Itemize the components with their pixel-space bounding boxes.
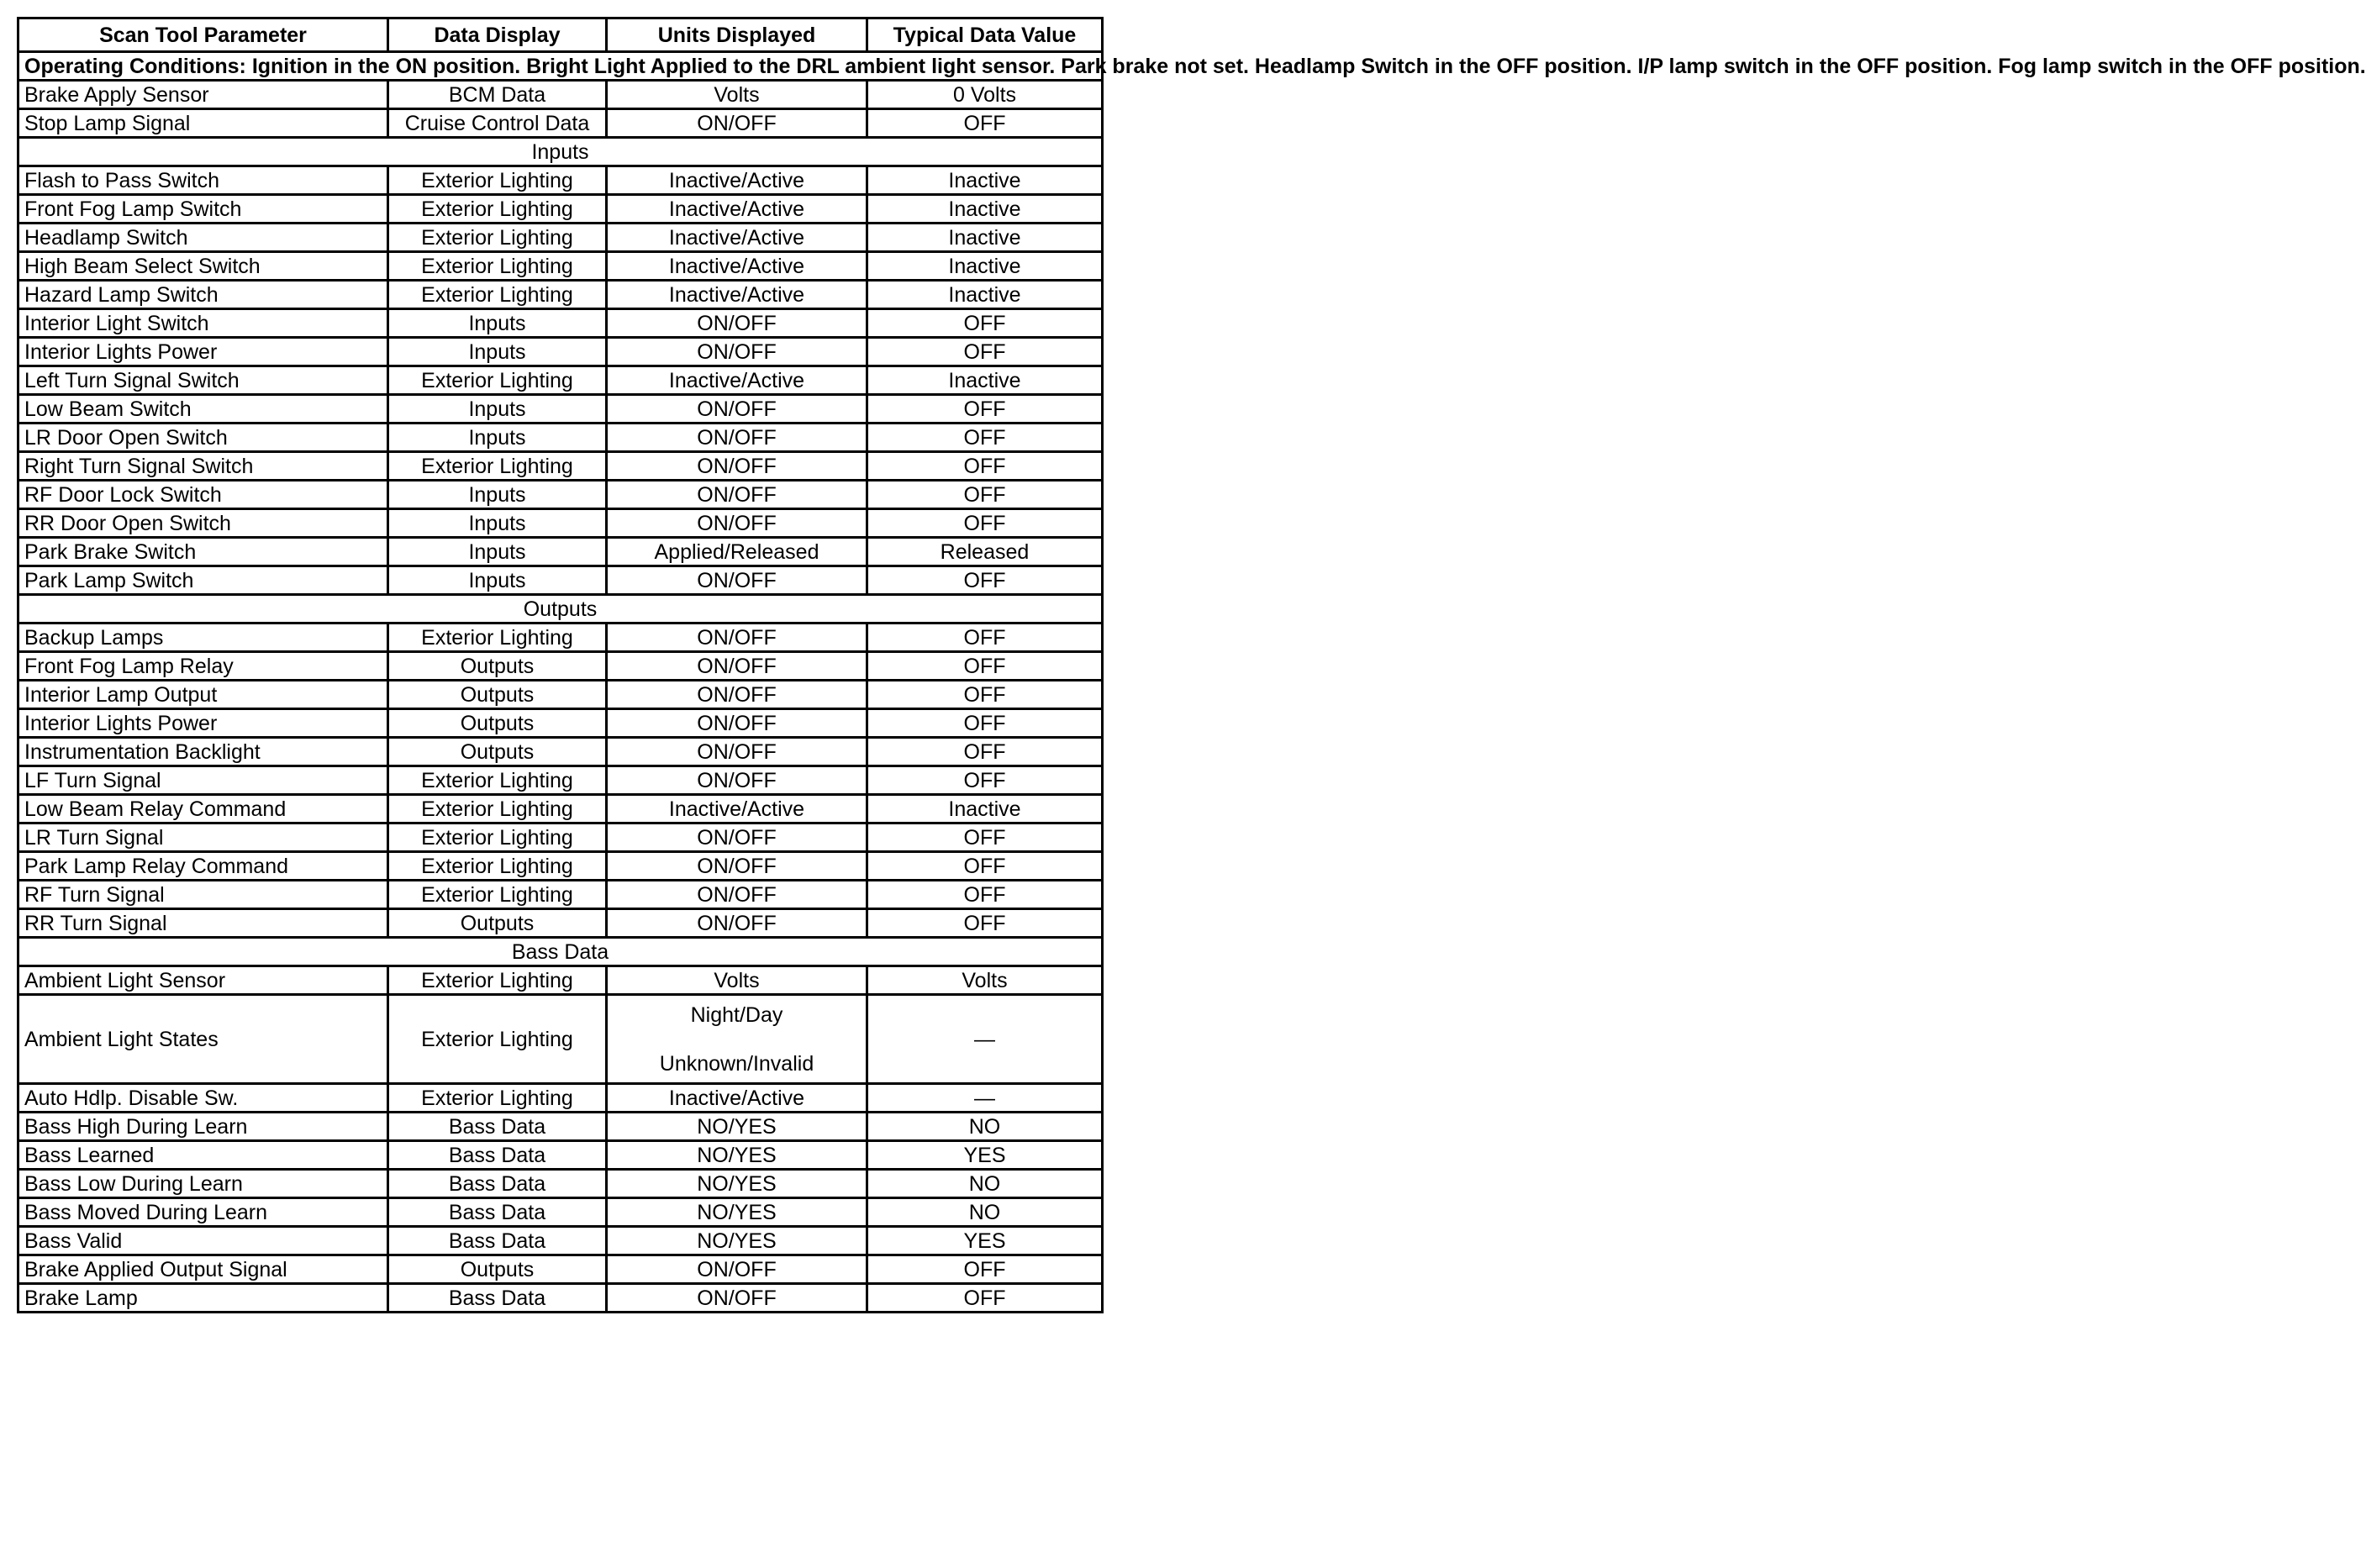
units-cell: Applied/Released — [607, 538, 867, 566]
header-row — [18, 18, 1103, 52]
parameter-cell: Hazard Lamp Switch — [18, 281, 388, 309]
data-display-cell: Inputs — [388, 481, 607, 509]
table-row — [18, 338, 1103, 366]
units-cell: ON/OFF — [607, 395, 867, 424]
parameter-cell: Headlamp Switch — [18, 224, 388, 252]
units-cell: Inactive/Active — [607, 281, 867, 309]
typical-value-cell: Inactive — [867, 166, 1103, 195]
parameter-cell: Brake Apply Sensor — [18, 81, 388, 109]
table-row — [18, 281, 1103, 309]
parameter-cell: Interior Lights Power — [18, 338, 388, 366]
typical-value-cell: Inactive — [867, 195, 1103, 224]
units-cell: NO/YES — [607, 1113, 867, 1141]
typical-value-cell: OFF — [867, 1255, 1103, 1284]
data-display-cell: Exterior Lighting — [388, 766, 607, 795]
units-cell: Inactive/Active — [607, 252, 867, 281]
parameter-cell: RR Turn Signal — [18, 909, 388, 938]
parameter-cell: Brake Lamp — [18, 1284, 388, 1313]
parameter-cell: Low Beam Switch — [18, 395, 388, 424]
table-row — [18, 709, 1103, 738]
units-cell: Volts — [607, 966, 867, 995]
table-row — [18, 481, 1103, 509]
section-row-outputs — [18, 595, 1103, 624]
typical-value-cell: Released — [867, 538, 1103, 566]
units-cell: Volts — [607, 81, 867, 109]
table-row — [18, 1084, 1103, 1113]
units-cell: ON/OFF — [607, 624, 867, 652]
table-row — [18, 252, 1103, 281]
typical-value-cell: OFF — [867, 109, 1103, 138]
parameter-cell: Right Turn Signal Switch — [18, 452, 388, 481]
units-cell: NO/YES — [607, 1198, 867, 1227]
data-display-cell: Bass Data — [388, 1227, 607, 1255]
data-display-cell: Outputs — [388, 738, 607, 766]
table-row — [18, 624, 1103, 652]
section-row-bass-data — [18, 938, 1103, 966]
typical-value-cell: OFF — [867, 1284, 1103, 1313]
units-cell: ON/OFF — [607, 452, 867, 481]
table-row — [18, 309, 1103, 338]
units-cell: ON/OFF — [607, 481, 867, 509]
typical-value-cell: Volts — [867, 966, 1103, 995]
table-row — [18, 995, 1103, 1084]
units-cell: ON/OFF — [607, 109, 867, 138]
table-row — [18, 109, 1103, 138]
parameter-cell: Park Lamp Switch — [18, 566, 388, 595]
data-display-cell: Exterior Lighting — [388, 195, 607, 224]
parameter-cell: Park Lamp Relay Command — [18, 852, 388, 881]
header-data-display: Data Display — [388, 18, 607, 52]
parameter-cell: LR Turn Signal — [18, 823, 388, 852]
units-cell: ON/OFF — [607, 709, 867, 738]
table-row — [18, 823, 1103, 852]
units-cell — [607, 995, 867, 1084]
parameter-cell: Front Fog Lamp Relay — [18, 652, 388, 681]
units-cell: NO/YES — [607, 1141, 867, 1170]
units-cell: Inactive/Active — [607, 1084, 867, 1113]
typical-value-cell: NO — [867, 1170, 1103, 1198]
typical-value-cell: OFF — [867, 909, 1103, 938]
typical-value-cell: — — [867, 1084, 1103, 1113]
table-row — [18, 1284, 1103, 1313]
table-row — [18, 852, 1103, 881]
operating-conditions-row — [18, 52, 1103, 81]
parameter-cell: Bass Valid — [18, 1227, 388, 1255]
table-row — [18, 1113, 1103, 1141]
typical-value-cell: NO — [867, 1198, 1103, 1227]
data-display-cell: Exterior Lighting — [388, 252, 607, 281]
typical-value-cell: OFF — [867, 823, 1103, 852]
data-display-cell: Cruise Control Data — [388, 109, 607, 138]
data-display-cell: Exterior Lighting — [388, 624, 607, 652]
units-cell: Inactive/Active — [607, 795, 867, 823]
data-display-cell: Inputs — [388, 424, 607, 452]
units-cell: Inactive/Active — [607, 224, 867, 252]
data-display-cell: Exterior Lighting — [388, 995, 607, 1084]
table-row — [18, 766, 1103, 795]
typical-value-cell: OFF — [867, 709, 1103, 738]
header-units-displayed: Units Displayed — [607, 18, 867, 52]
units-cell: ON/OFF — [607, 424, 867, 452]
table-row — [18, 652, 1103, 681]
typical-value-cell: OFF — [867, 566, 1103, 595]
data-display-cell: Bass Data — [388, 1170, 607, 1198]
section-title-outputs: Outputs — [18, 595, 1103, 624]
data-display-cell: BCM Data — [388, 81, 607, 109]
typical-value-cell: Inactive — [867, 366, 1103, 395]
units-cell: ON/OFF — [607, 766, 867, 795]
data-display-cell: Inputs — [388, 395, 607, 424]
typical-value-cell: OFF — [867, 681, 1103, 709]
units-cell: ON/OFF — [607, 309, 867, 338]
parameter-cell: Interior Lamp Output — [18, 681, 388, 709]
table-row — [18, 452, 1103, 481]
typical-value-cell: OFF — [867, 766, 1103, 795]
units-cell: ON/OFF — [607, 823, 867, 852]
typical-value-cell: Inactive — [867, 224, 1103, 252]
table-row — [18, 566, 1103, 595]
parameter-cell: RF Door Lock Switch — [18, 481, 388, 509]
parameter-cell: Low Beam Relay Command — [18, 795, 388, 823]
data-display-cell: Bass Data — [388, 1141, 607, 1170]
parameter-cell: Left Turn Signal Switch — [18, 366, 388, 395]
table-row — [18, 538, 1103, 566]
data-display-cell: Bass Data — [388, 1113, 607, 1141]
typical-value-cell: OFF — [867, 309, 1103, 338]
header-typical-data-value: Typical Data Value — [867, 18, 1103, 52]
data-display-cell: Exterior Lighting — [388, 823, 607, 852]
data-display-cell: Exterior Lighting — [388, 452, 607, 481]
parameter-cell: Instrumentation Backlight — [18, 738, 388, 766]
data-display-cell: Exterior Lighting — [388, 366, 607, 395]
data-display-cell: Exterior Lighting — [388, 224, 607, 252]
units-cell: ON/OFF — [607, 1284, 867, 1313]
parameter-cell: Front Fog Lamp Switch — [18, 195, 388, 224]
data-display-cell: Exterior Lighting — [388, 281, 607, 309]
parameter-cell: RF Turn Signal — [18, 881, 388, 909]
table-row — [18, 909, 1103, 938]
units-cell: ON/OFF — [607, 338, 867, 366]
typical-value-cell: OFF — [867, 624, 1103, 652]
parameter-cell: Brake Applied Output Signal — [18, 1255, 388, 1284]
typical-value-cell: YES — [867, 1227, 1103, 1255]
typical-value-cell: OFF — [867, 652, 1103, 681]
typical-value-cell: — — [867, 995, 1103, 1084]
units-cell: NO/YES — [607, 1170, 867, 1198]
units-cell: NO/YES — [607, 1227, 867, 1255]
data-display-cell: Exterior Lighting — [388, 166, 607, 195]
parameter-cell: Bass High During Learn — [18, 1113, 388, 1141]
typical-value-cell: NO — [867, 1113, 1103, 1141]
typical-value-cell: OFF — [867, 481, 1103, 509]
typical-value-cell: OFF — [867, 424, 1103, 452]
table-row — [18, 1198, 1103, 1227]
table-row — [18, 1255, 1103, 1284]
typical-value-cell: Inactive — [867, 252, 1103, 281]
units-cell: ON/OFF — [607, 1255, 867, 1284]
typical-value-cell: OFF — [867, 452, 1103, 481]
typical-value-cell: Inactive — [867, 281, 1103, 309]
units-cell: ON/OFF — [607, 509, 867, 538]
data-display-cell: Outputs — [388, 1255, 607, 1284]
typical-value-cell: OFF — [867, 395, 1103, 424]
header-scan-tool-parameter: Scan Tool Parameter — [18, 18, 388, 52]
parameter-cell: LF Turn Signal — [18, 766, 388, 795]
table-row — [18, 424, 1103, 452]
data-display-cell: Inputs — [388, 338, 607, 366]
typical-value-cell: OFF — [867, 881, 1103, 909]
parameter-cell: Park Brake Switch — [18, 538, 388, 566]
parameter-cell: Backup Lamps — [18, 624, 388, 652]
data-display-cell: Inputs — [388, 538, 607, 566]
data-display-cell: Exterior Lighting — [388, 881, 607, 909]
parameter-cell: Ambient Light States — [18, 995, 388, 1084]
data-display-cell: Outputs — [388, 909, 607, 938]
table-row — [18, 395, 1103, 424]
units-cell: ON/OFF — [607, 652, 867, 681]
typical-value-cell: OFF — [867, 852, 1103, 881]
units-cell: ON/OFF — [607, 852, 867, 881]
scan-tool-data-table — [17, 17, 2366, 1313]
typical-value-cell: Inactive — [867, 795, 1103, 823]
section-title-inputs: Inputs — [18, 138, 1103, 166]
section-title-bass-data: Bass Data — [18, 938, 1103, 966]
table-row — [18, 1141, 1103, 1170]
parameter-cell: Interior Lights Power — [18, 709, 388, 738]
table-row — [18, 966, 1103, 995]
table-row — [18, 795, 1103, 823]
units-cell: ON/OFF — [607, 881, 867, 909]
data-display-cell: Outputs — [388, 709, 607, 738]
data-display-cell: Inputs — [388, 509, 607, 538]
units-cell: ON/OFF — [607, 738, 867, 766]
table-row — [18, 509, 1103, 538]
parameter-cell: Bass Low During Learn — [18, 1170, 388, 1198]
table-row — [18, 881, 1103, 909]
table-row — [18, 224, 1103, 252]
units-cell: Inactive/Active — [607, 366, 867, 395]
table-row — [18, 366, 1103, 395]
data-display-cell: Exterior Lighting — [388, 966, 607, 995]
parameter-cell: Stop Lamp Signal — [18, 109, 388, 138]
units-stack — [613, 1003, 861, 1076]
table-row — [18, 166, 1103, 195]
typical-value-cell: OFF — [867, 338, 1103, 366]
table-row — [18, 1227, 1103, 1255]
parameter-cell: Bass Moved During Learn — [18, 1198, 388, 1227]
data-display-cell: Inputs — [388, 309, 607, 338]
scan-tool-data-sheet — [17, 17, 2366, 1313]
data-display-cell: Exterior Lighting — [388, 852, 607, 881]
units-cell: ON/OFF — [607, 566, 867, 595]
table-row — [18, 681, 1103, 709]
typical-value-cell: OFF — [867, 509, 1103, 538]
typical-value-cell: OFF — [867, 738, 1103, 766]
operating-conditions: Operating Conditions: Ignition in the ON position. Bright Light Applied to the DRL ambient light sensor. Park brake not set. Headlamp Switch in the OFF position. I/P lamp switch in the OFF position. Fog lamp switch in the OFF position. — [18, 52, 1103, 81]
units-cell: ON/OFF — [607, 681, 867, 709]
units-line: Unknown/Invalid — [659, 1051, 814, 1076]
units-line: Night/Day — [690, 1002, 783, 1027]
typical-value-cell: YES — [867, 1141, 1103, 1170]
units-cell: Inactive/Active — [607, 195, 867, 224]
table-row — [18, 195, 1103, 224]
parameter-cell: Auto Hdlp. Disable Sw. — [18, 1084, 388, 1113]
parameter-cell: Flash to Pass Switch — [18, 166, 388, 195]
section-row-inputs — [18, 138, 1103, 166]
typical-value-cell: 0 Volts — [867, 81, 1103, 109]
data-display-cell: Bass Data — [388, 1284, 607, 1313]
parameter-cell: Ambient Light Sensor — [18, 966, 388, 995]
data-display-cell: Inputs — [388, 566, 607, 595]
table-row — [18, 1170, 1103, 1198]
parameter-cell: Interior Light Switch — [18, 309, 388, 338]
units-cell: ON/OFF — [607, 909, 867, 938]
table-row — [18, 738, 1103, 766]
parameter-cell: LR Door Open Switch — [18, 424, 388, 452]
table-row — [18, 81, 1103, 109]
data-display-cell: Exterior Lighting — [388, 1084, 607, 1113]
data-display-cell: Exterior Lighting — [388, 795, 607, 823]
parameter-cell: Bass Learned — [18, 1141, 388, 1170]
units-cell: Inactive/Active — [607, 166, 867, 195]
parameter-cell: RR Door Open Switch — [18, 509, 388, 538]
data-display-cell: Outputs — [388, 652, 607, 681]
parameter-cell: High Beam Select Switch — [18, 252, 388, 281]
data-display-cell: Outputs — [388, 681, 607, 709]
data-display-cell: Bass Data — [388, 1198, 607, 1227]
